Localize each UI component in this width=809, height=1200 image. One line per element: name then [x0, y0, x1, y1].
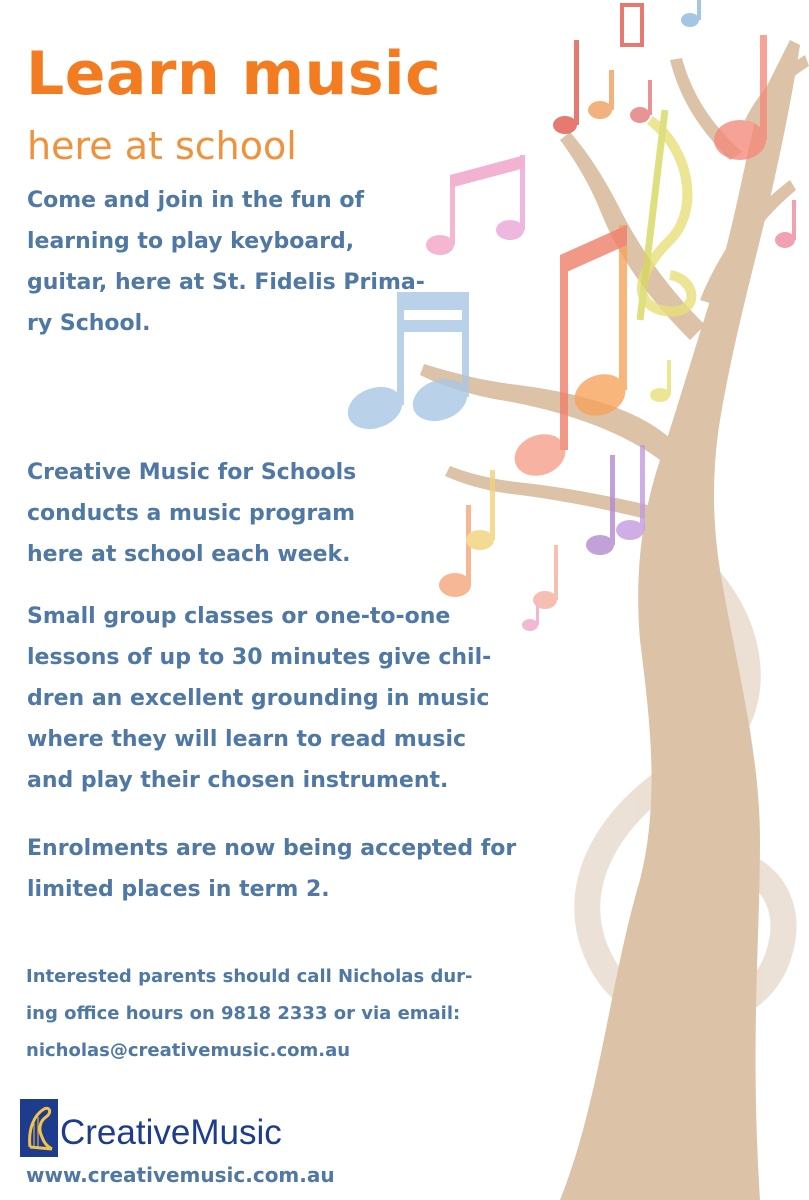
lessons-line: and play their chosen instrument.	[27, 768, 449, 793]
lessons-line: dren an excellent grounding in music	[27, 686, 490, 711]
lessons-line: lessons of up to 30 minutes give chil-	[27, 645, 492, 670]
program-line: Creative Music for Schools	[27, 460, 357, 485]
program-line: here at school each week.	[27, 542, 351, 567]
logo-word-creative: Creative	[60, 1113, 191, 1152]
enrolment-paragraph	[27, 828, 516, 910]
logo-word-music: Music	[190, 1113, 282, 1152]
program-paragraph	[27, 452, 356, 575]
lessons-line: where they will learn to read music	[27, 727, 467, 752]
enrolment-line: Enrolments are now being accepted for	[27, 836, 517, 861]
intro-line: learning to play keyboard,	[27, 229, 355, 254]
enrolment-line: limited places in term 2.	[27, 877, 330, 902]
contact-line: ing office hours on 9818 2333 or via email:	[26, 1003, 461, 1024]
intro-line: ry School.	[27, 311, 151, 336]
page-subtitle: here at school	[27, 124, 297, 168]
contact-paragraph	[26, 958, 472, 1069]
intro-line: Come and join in the fun of	[27, 188, 365, 213]
intro-line: guitar, here at St. Fidelis Prima-	[27, 270, 425, 295]
contact-email[interactable]: nicholas@creativemusic.com.au	[26, 1040, 351, 1061]
program-line: conducts a music program	[27, 501, 356, 526]
lessons-line: Small group classes or one-to-one	[27, 604, 451, 629]
contact-line: Interested parents should call Nicholas dur-	[26, 966, 473, 987]
logo-wordmark	[60, 1111, 282, 1155]
page-title: Learn music	[26, 39, 442, 109]
creative-music-logo	[20, 1093, 282, 1157]
lessons-paragraph	[27, 596, 491, 801]
harp-logo-icon	[20, 1099, 58, 1157]
website-link[interactable]: www.creativemusic.com.au	[26, 1163, 335, 1187]
intro-paragraph	[27, 180, 425, 344]
